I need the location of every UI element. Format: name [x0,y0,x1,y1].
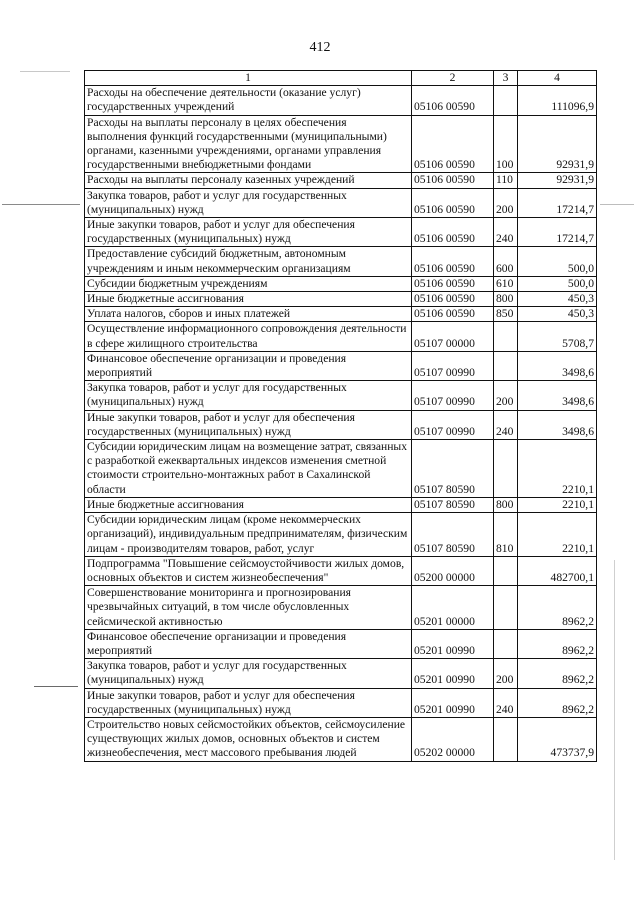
row-amount-cell: 8962,2 [518,688,597,717]
scan-artifact-line [2,204,80,205]
row-type-cell: 200 [494,381,518,410]
row-amount-cell: 2210,1 [518,513,597,557]
row-type-cell [494,351,518,380]
row-code-cell: 05106 00590 [412,115,494,173]
row-code-cell: 05107 00000 [412,322,494,351]
row-amount-cell: 111096,9 [518,86,597,115]
page-number: 412 [309,40,331,55]
table-row [85,292,597,307]
row-type-cell [494,556,518,585]
table-row [85,513,597,557]
row-name-cell: Иные бюджетные ассигнования [85,292,412,307]
row-name-cell: Уплата налогов, сборов и иных платежей [85,307,412,322]
row-amount-cell: 2210,1 [518,440,597,498]
table-row [85,276,597,291]
table-row [85,173,597,188]
table-row [85,218,597,247]
row-name-cell: Иные бюджетные ассигнования [85,497,412,512]
row-name-cell: Субсидии бюджетным учреждениям [85,276,412,291]
row-amount-cell: 92931,9 [518,173,597,188]
row-name-cell: Расходы на выплаты персоналу казенных учреждений [85,173,412,188]
row-amount-cell: 17214,7 [518,188,597,217]
row-code-cell: 05106 00590 [412,173,494,188]
row-type-cell [494,717,518,761]
table-row [85,307,597,322]
table-row [85,115,597,173]
row-type-cell [494,586,518,630]
table-row [85,556,597,585]
row-amount-cell: 482700,1 [518,556,597,585]
table-row [85,717,597,761]
row-code-cell: 05106 00590 [412,86,494,115]
row-code-cell: 05106 00590 [412,276,494,291]
scan-artifact-line [600,204,634,205]
row-code-cell: 05202 00000 [412,717,494,761]
row-type-cell: 200 [494,659,518,688]
row-code-cell: 05201 00990 [412,659,494,688]
row-name-cell: Подпрограмма "Повышение сейсмоустойчивости жилых домов, основных объектов и систем жизнеобеспечения" [85,556,412,585]
row-name-cell: Строительство новых сейсмостойких объектов, сейсмоусиление существующих жилых домов, основных объектов и систем жизнеобеспечения, мест массового пребывания людей [85,717,412,761]
row-type-cell [494,440,518,498]
row-code-cell: 05201 00990 [412,688,494,717]
row-name-cell: Закупка товаров, работ и услуг для государственных (муниципальных) нужд [85,659,412,688]
scan-artifact-vertical-line [614,560,615,860]
row-amount-cell: 8962,2 [518,629,597,658]
column-header-1: 1 [85,71,412,86]
row-name-cell: Иные закупки товаров, работ и услуг для обеспечения государственных (муниципальных) нужд [85,218,412,247]
scan-artifact-line [34,686,78,687]
row-code-cell: 05107 00990 [412,410,494,439]
table-row [85,322,597,351]
row-type-cell: 810 [494,513,518,557]
row-name-cell: Закупка товаров, работ и услуг для государственных (муниципальных) нужд [85,188,412,217]
row-type-cell: 240 [494,688,518,717]
table-header-row [85,71,597,86]
row-type-cell [494,86,518,115]
row-name-cell: Предоставление субсидий бюджетным, автономным учреждениям и иным некоммерческим организациям [85,247,412,276]
table-row [85,688,597,717]
row-amount-cell: 2210,1 [518,497,597,512]
table-row [85,247,597,276]
row-name-cell: Расходы на выплаты персоналу в целях обеспечения выполнения функций государственными (муниципальными) органами, казенными учреждениями, органами управления государственными внебюджетными фондами [85,115,412,173]
row-name-cell: Субсидии юридическим лицам (кроме некоммерческих организаций), индивидуальным предпринимателям, физическим лицам - производителям товаров, работ, услуг [85,513,412,557]
row-type-cell: 240 [494,410,518,439]
column-header-3: 3 [494,71,518,86]
row-name-cell: Иные закупки товаров, работ и услуг для обеспечения государственных (муниципальных) нужд [85,410,412,439]
row-code-cell: 05106 00590 [412,292,494,307]
row-amount-cell: 473737,9 [518,717,597,761]
row-code-cell: 05201 00990 [412,629,494,658]
table-row [85,188,597,217]
row-code-cell: 05107 00990 [412,381,494,410]
row-code-cell: 05107 80590 [412,497,494,512]
row-amount-cell: 3498,6 [518,351,597,380]
row-name-cell: Финансовое обеспечение организации и проведения мероприятий [85,629,412,658]
table-row [85,659,597,688]
row-type-cell [494,322,518,351]
budget-table [84,70,597,762]
table-row [85,440,597,498]
row-code-cell: 05107 00990 [412,351,494,380]
table-row [85,497,597,512]
table-body [85,86,597,761]
row-amount-cell: 5708,7 [518,322,597,351]
row-amount-cell: 3498,6 [518,410,597,439]
row-type-cell: 800 [494,292,518,307]
row-amount-cell: 3498,6 [518,381,597,410]
row-type-cell [494,629,518,658]
row-type-cell: 850 [494,307,518,322]
table-row [85,629,597,658]
column-header-4: 4 [518,71,597,86]
row-name-cell: Закупка товаров, работ и услуг для государственных (муниципальных) нужд [85,381,412,410]
scan-artifact-line [20,71,70,72]
row-amount-cell: 450,3 [518,292,597,307]
row-name-cell: Расходы на обеспечение деятельности (оказание услуг) государственных учреждений [85,86,412,115]
row-name-cell: Субсидии юридическим лицам на возмещение затрат, связанных с разработкой ежеквартальных индексов изменения сметной стоимости строительно-монтажных работ в Сахалинской области [85,440,412,498]
table-row [85,410,597,439]
table-row [85,86,597,115]
row-code-cell: 05107 80590 [412,440,494,498]
row-amount-cell: 17214,7 [518,218,597,247]
row-name-cell: Осуществление информационного сопровождения деятельности в сфере жилищного строительства [85,322,412,351]
row-type-cell: 200 [494,188,518,217]
row-type-cell: 600 [494,247,518,276]
row-code-cell: 05106 00590 [412,307,494,322]
row-amount-cell: 500,0 [518,276,597,291]
row-code-cell: 05201 00000 [412,586,494,630]
row-code-cell: 05106 00590 [412,218,494,247]
row-amount-cell: 8962,2 [518,659,597,688]
row-amount-cell: 92931,9 [518,115,597,173]
row-amount-cell: 450,3 [518,307,597,322]
row-type-cell: 610 [494,276,518,291]
row-name-cell: Иные закупки товаров, работ и услуг для обеспечения государственных (муниципальных) нужд [85,688,412,717]
row-type-cell: 100 [494,115,518,173]
row-code-cell: 05106 00590 [412,188,494,217]
row-code-cell: 05200 00000 [412,556,494,585]
budget-table-container [84,70,596,762]
row-type-cell: 800 [494,497,518,512]
table-row [85,586,597,630]
row-code-cell: 05107 80590 [412,513,494,557]
table-row [85,381,597,410]
row-code-cell: 05106 00590 [412,247,494,276]
row-amount-cell: 500,0 [518,247,597,276]
column-header-2: 2 [412,71,494,86]
row-name-cell: Совершенствование мониторинга и прогнозирования чрезвычайных ситуаций, в том числе обусловленных сейсмической активностью [85,586,412,630]
row-type-cell: 110 [494,173,518,188]
row-amount-cell: 8962,2 [518,586,597,630]
row-type-cell: 240 [494,218,518,247]
row-name-cell: Финансовое обеспечение организации и проведения мероприятий [85,351,412,380]
table-row [85,351,597,380]
